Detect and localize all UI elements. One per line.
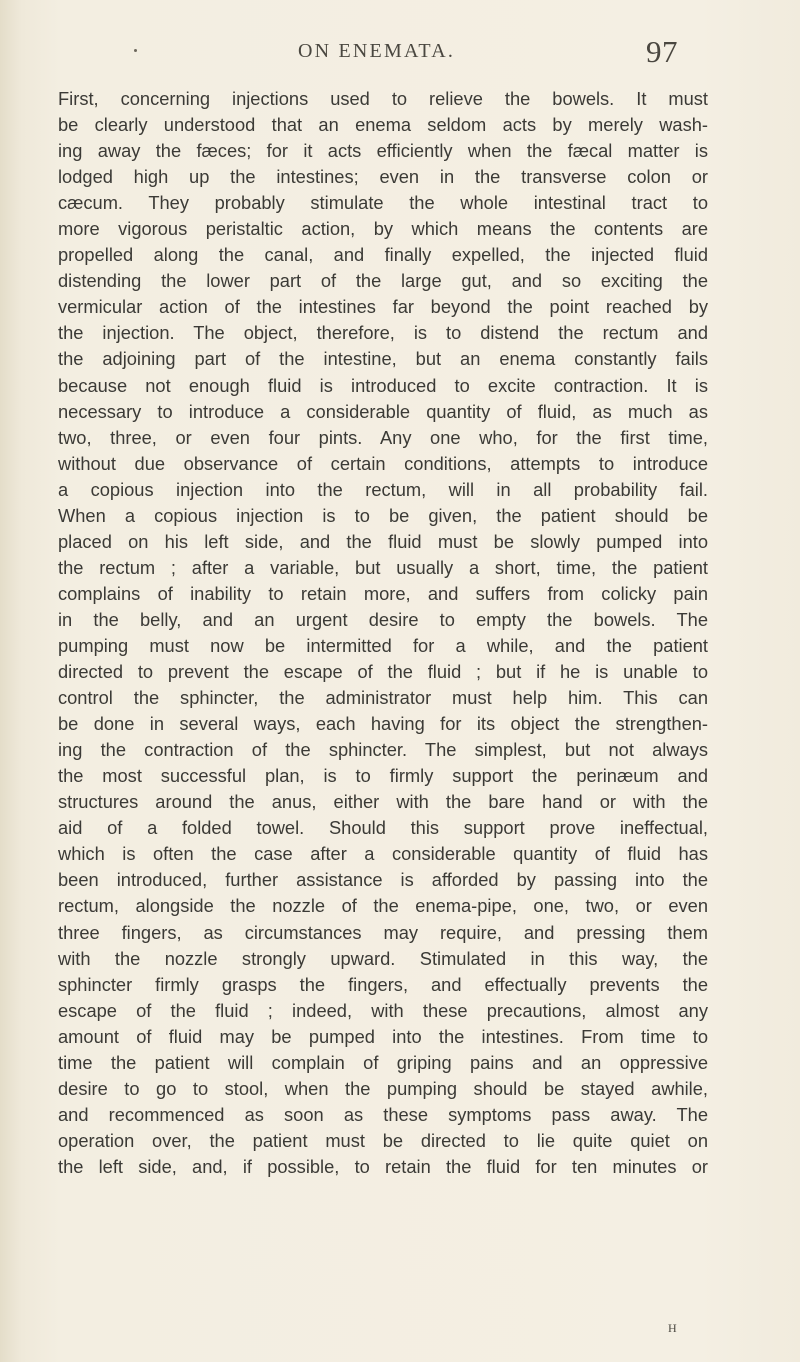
text-line: the injection. The object, therefore, is to distend the rectum and <box>58 322 708 344</box>
body-text <box>58 86 708 1180</box>
text-line: because not enough fluid is introduced to excite contraction. It is <box>58 374 708 396</box>
text-line: more vigorous peristaltic action, by which means the contents are <box>58 218 708 240</box>
text-line: necessary to introduce a considerable quantity of fluid, as much as <box>58 400 708 422</box>
text-line: amount of fluid may be pumped into the intestines. From time to <box>58 1025 708 1047</box>
print-speck <box>134 49 137 52</box>
text-line: been introduced, further assistance is afforded by passing into the <box>58 869 708 891</box>
text-line: escape of the fluid ; indeed, with these precautions, almost any <box>58 999 708 1021</box>
text-line: desire to go to stool, when the pumping should be stayed awhile, <box>58 1077 708 1099</box>
text-line: be done in several ways, each having for its object the strengthen- <box>58 713 708 735</box>
text-line: control the sphincter, the administrator must help him. This can <box>58 687 708 709</box>
text-line: pumping must now be intermitted for a while, and the patient <box>58 634 708 656</box>
text-line: First, concerning injections used to relieve the bowels. It must <box>58 88 708 109</box>
text-line: vermicular action of the intestines far beyond the point reached by <box>58 296 708 318</box>
text-line: rectum, alongside the nozzle of the enema-pipe, one, two, or even <box>58 895 708 917</box>
text-line: operation over, the patient must be directed to lie quite quiet on <box>58 1129 708 1151</box>
text-line: which is often the case after a considerable quantity of fluid has <box>58 843 708 865</box>
text-line: When a copious injection is to be given, the patient should be <box>58 504 708 526</box>
text-line: cæcum. They probably stimulate the whole intestinal tract to <box>58 192 708 214</box>
text-line: ing away the fæces; for it acts efficiently when the fæcal matter is <box>58 140 708 162</box>
text-line: the rectum ; after a variable, but usually a short, time, the patient <box>58 556 708 578</box>
text-line: propelled along the canal, and finally expelled, the injected fluid <box>58 244 708 266</box>
text-line: in the belly, and an urgent desire to empty the bowels. The <box>58 608 708 630</box>
running-title: ON ENEMATA. <box>298 40 456 62</box>
text-line: sphincter firmly grasps the fingers, and effectually prevents the <box>58 973 708 995</box>
page-number: 97 <box>646 34 678 69</box>
text-line: the most successful plan, is to firmly support the perinæum and <box>58 765 708 787</box>
text-line: the adjoining part of the intestine, but an enema constantly fails <box>58 348 708 370</box>
text-line: time the patient will complain of griping pains and an oppressive <box>58 1051 708 1073</box>
signature-mark: H <box>668 1321 678 1335</box>
text-line: with the nozzle strongly upward. Stimulated in this way, the <box>58 947 708 969</box>
text-line: lodged high up the intestines; even in the transverse colon or <box>58 166 708 188</box>
text-line: and recommenced as soon as these symptoms pass away. The <box>58 1103 708 1125</box>
text-line: complains of inability to retain more, and suffers from colicky pain <box>58 582 708 604</box>
text-line: aid of a folded towel. Should this support prove ineffectual, <box>58 817 708 839</box>
running-head <box>0 36 800 76</box>
text-line: ing the contraction of the sphincter. The simplest, but not always <box>58 739 708 761</box>
text-line: the left side, and, if possible, to retain the fluid for ten minutes or <box>58 1155 708 1177</box>
text-line: directed to prevent the escape of the fluid ; but if he is unable to <box>58 661 708 683</box>
text-line: be clearly understood that an enema seldom acts by merely wash- <box>58 114 708 136</box>
text-line: three fingers, as circumstances may require, and pressing them <box>58 921 708 943</box>
text-line: without due observance of certain conditions, attempts to introduce <box>58 452 708 474</box>
text-line: structures around the anus, either with the bare hand or with the <box>58 791 708 813</box>
text-line: distending the lower part of the large gut, and so exciting the <box>58 270 708 292</box>
text-line: placed on his left side, and the fluid must be slowly pumped into <box>58 530 708 552</box>
text-line: a copious injection into the rectum, will in all probability fail. <box>58 478 708 500</box>
text-line: two, three, or even four pints. Any one who, for the first time, <box>58 426 708 448</box>
